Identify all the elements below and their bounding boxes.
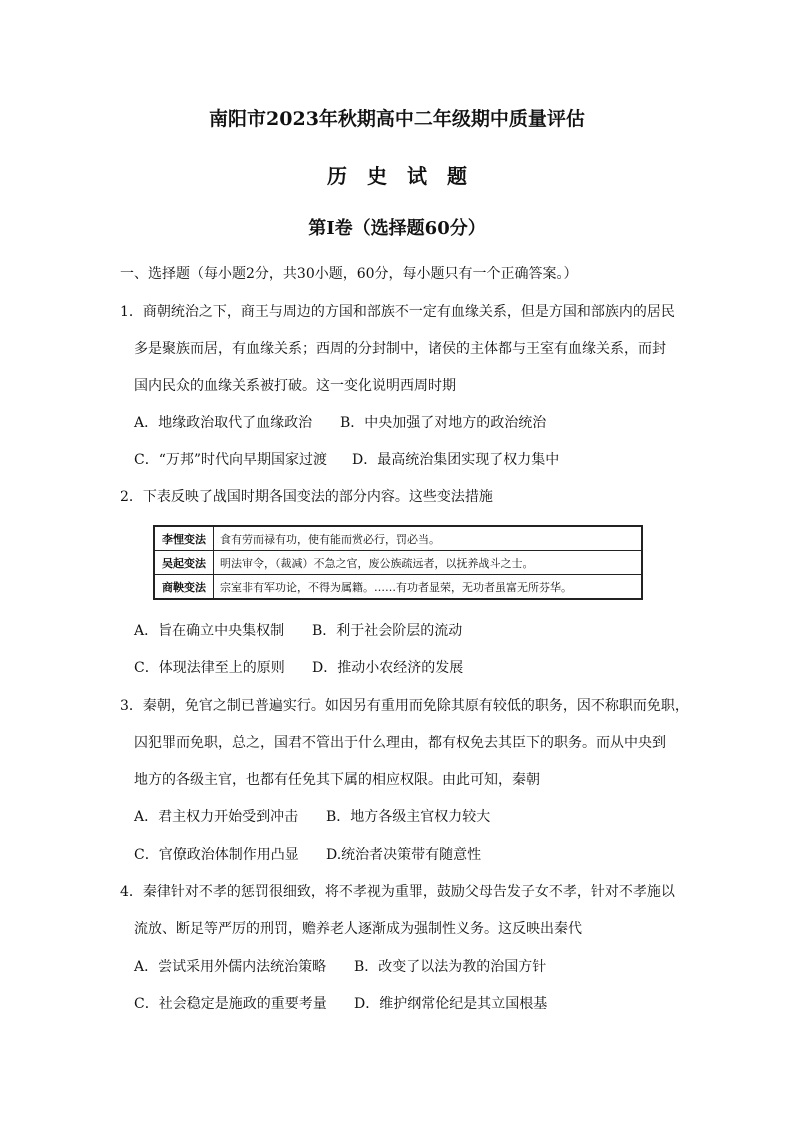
q1-option-a: A．地缘政治取代了血缘政治 bbox=[134, 415, 313, 431]
q3-option-d: D.统治者决策带有随意性 bbox=[326, 847, 482, 863]
q2-option-d: D．推动小农经济的发展 bbox=[312, 660, 464, 676]
reform-content: 食有劳而禄有功，使有能而赏必行，罚必当。 bbox=[214, 526, 643, 551]
q3-stem-line-3: 地方的各级主官，也都有任免其下属的相应权限。由此可知，秦朝 bbox=[134, 772, 540, 788]
section-title: 第I卷（选择题60分） bbox=[308, 218, 486, 239]
q2-option-a: A．旨在确立中央集权制 bbox=[134, 623, 285, 639]
q4-stem-line-2: 流放、断足等严厉的刑罚，赡养老人逐渐成为强制性义务。这反映出秦代 bbox=[134, 921, 582, 937]
q1-stem-line-2: 多是聚族而居，有血缘关系；西周的分封制中，诸侯的主体都与王室有血缘关系，而封 bbox=[134, 341, 666, 357]
q4-option-a: A．尝试采用外儒内法统治策略 bbox=[134, 959, 327, 975]
reform-content: 宗室非有军功论，不得为属籍。……有功者显荣，无功者虽富无所芬华。 bbox=[214, 575, 643, 600]
q1-option-b: B．中央加强了对地方的政治统治 bbox=[340, 415, 547, 431]
q3-option-b: B．地方各级主官权力较大 bbox=[326, 809, 491, 825]
q4-option-b: B．改变了以法为教的治国方针 bbox=[354, 959, 547, 975]
table-row bbox=[154, 526, 642, 551]
q1-option-d: D．最高统治集团实现了权力集中 bbox=[352, 452, 560, 468]
q4-option-c: C．社会稳定是施政的重要考量 bbox=[134, 996, 327, 1012]
q3-stem-line-2: 囚犯罪而免职，总之，国君不管出于什么理由，都有权免去其臣下的职务。而从中央到 bbox=[134, 735, 666, 751]
q4-stem-line-1: 4．秦律针对不孝的惩罚很细致，将不孝视为重罪，鼓励父母告发子女不孝，针对不孝施以 bbox=[120, 884, 675, 900]
exam-title: 南阳市2023年秋期高中二年级期中质量评估 bbox=[209, 108, 585, 130]
reform-name: 吴起变法 bbox=[154, 551, 214, 575]
q1-option-c: C．“万邦”时代向早期国家过渡 bbox=[134, 452, 328, 468]
q4-option-d: D．维护纲常伦纪是其立国根基 bbox=[354, 996, 548, 1012]
q2-option-b: B．利于社会阶层的流动 bbox=[312, 623, 463, 639]
q2-option-c: C．体现法律至上的原则 bbox=[134, 660, 285, 676]
table-row bbox=[154, 575, 642, 600]
subject-title: 历史试题 bbox=[327, 164, 487, 188]
reform-table bbox=[153, 525, 643, 600]
reform-name: 商鞅变法 bbox=[154, 575, 214, 600]
reform-content: 明法审令，（裁减）不急之官，废公族疏远者，以抚养战斗之士。 bbox=[214, 551, 643, 575]
instructions: 一、选择题（每小题2分，共30小题，60分，每小题只有一个正确答案。） bbox=[120, 266, 578, 282]
reform-name: 李悝变法 bbox=[154, 526, 214, 551]
q1-stem-line-3: 国内民众的血缘关系被打破。这一变化说明西周时期 bbox=[134, 378, 456, 394]
table-row bbox=[154, 551, 642, 575]
q3-option-a: A．君主权力开始受到冲击 bbox=[134, 809, 299, 825]
q3-stem-line-1: 3．秦朝，免官之制已普遍实行。如因另有重用而免除其原有较低的职务，因不称职而免职， bbox=[120, 698, 689, 714]
q1-stem-line-1: 1．商朝统治之下，商王与周边的方国和部族不一定有血缘关系，但是方国和部族内的居民 bbox=[120, 304, 675, 320]
q3-option-c: C．官僚政治体制作用凸显 bbox=[134, 847, 299, 863]
q2-stem: 2．下表反映了战国时期各国变法的部分内容。这些变法措施 bbox=[120, 489, 493, 505]
